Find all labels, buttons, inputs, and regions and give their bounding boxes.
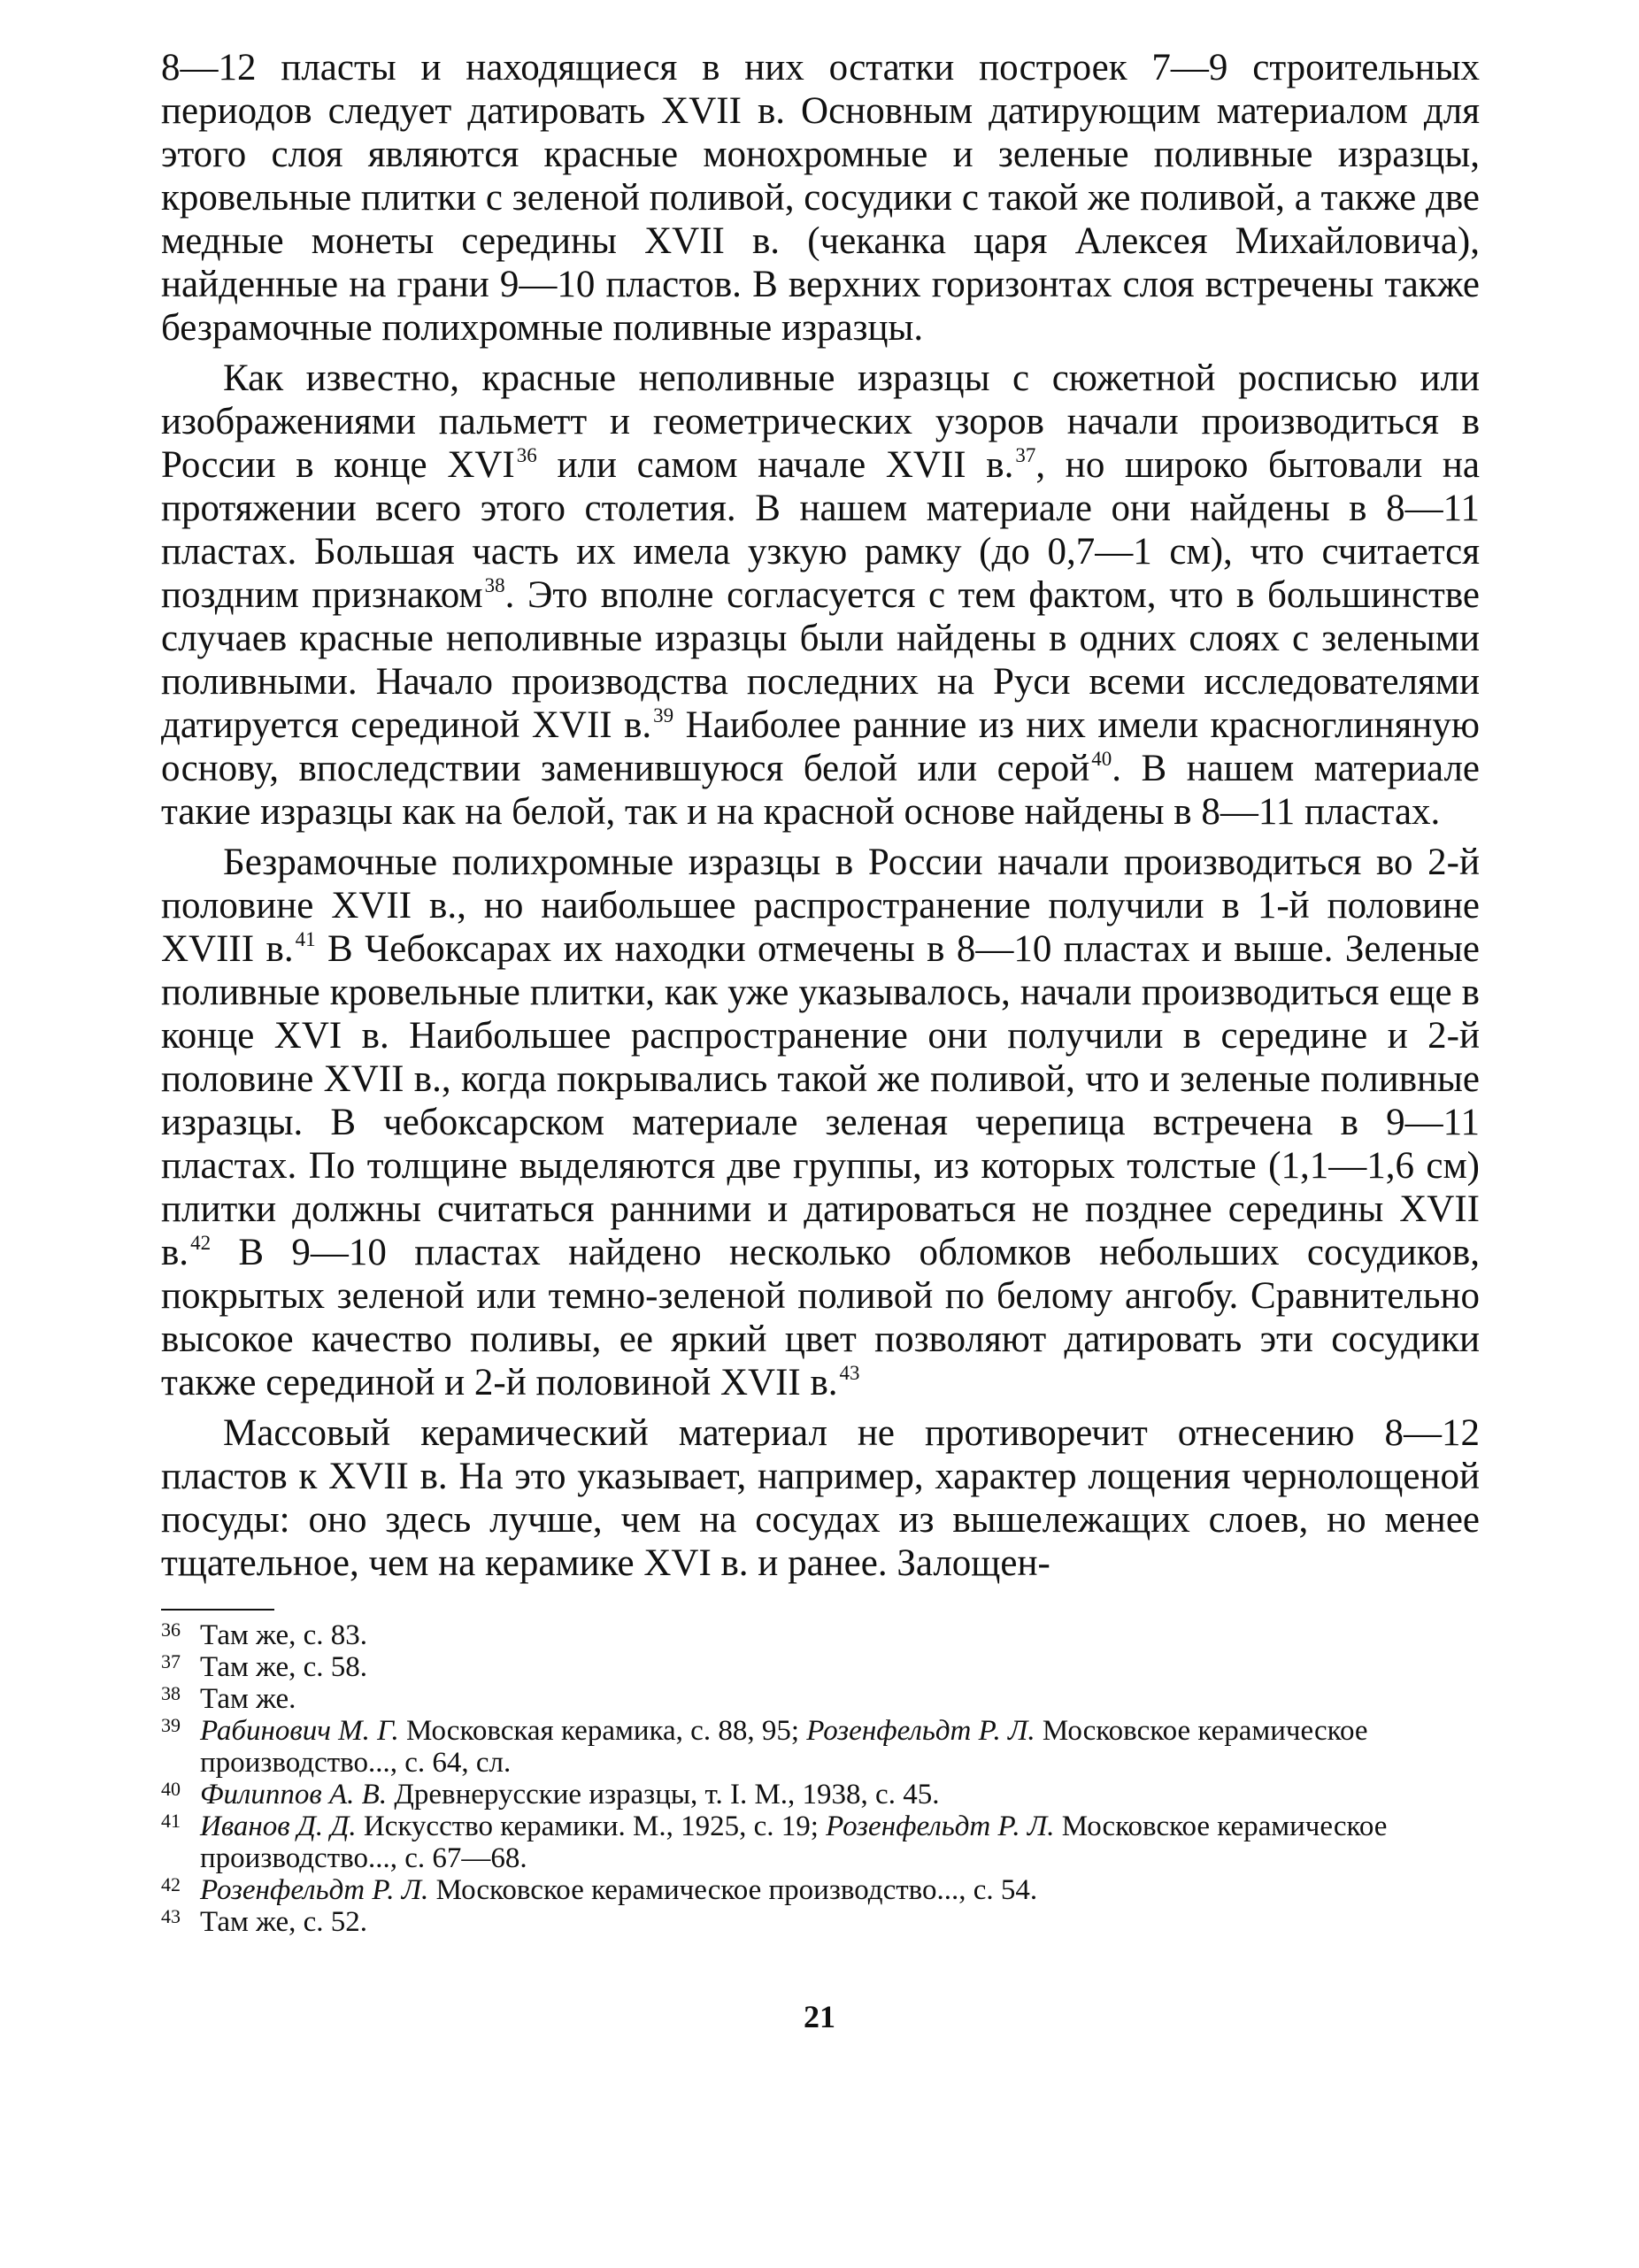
text-run: Там же, с. 83.: [200, 1619, 368, 1651]
text-run: В 9—10 пластах найдено несколько обломков небольших сосудиков, покрытых зеленой или темно-зеленой поливой по белому ангобу. Сравнительно высокое качество поливы, ее яркий цвет позволяют датировать эти сосудики также серединой и 2-й половиной XVII в.: [161, 1232, 1480, 1403]
text-run: или самом начале XVII в.: [536, 444, 1014, 486]
text-run: Древнерусские изразцы, т. I. М., 1938, с. 45.: [387, 1779, 940, 1811]
footnote: [161, 1779, 1480, 1811]
text-run: Московская керамика, с. 88, 95;: [398, 1715, 807, 1747]
paragraph: [161, 357, 1480, 834]
text-run: . В нашем материале такие изразцы как на белой, так и на красной основе найдены в 8—11 пластах.: [161, 748, 1480, 833]
text-run: Безрамочные полихромные изразцы в России начали производиться во 2-й половине XVII в., но наибольшее распространение получили в 1-й половине XVIII в.: [161, 842, 1480, 970]
text-run: Там же.: [200, 1683, 296, 1715]
text-run: Московское керамическое производство..., с. 64, сл.: [200, 1715, 1368, 1779]
text-run: Московское керамическое производство..., с. 67—68.: [200, 1811, 1388, 1874]
footnote-number: 42: [161, 1873, 181, 1895]
footnote-ref-38: 38: [484, 574, 505, 596]
footnote: [161, 1906, 1480, 1938]
text-run: Московское керамическое производство..., с. 54.: [428, 1874, 1038, 1906]
footnote-ref-39: 39: [653, 704, 674, 727]
text-run: , но широко бытовали на протяжении всего этого столетия. В нашем материале они найдены в 8—11 пластах. Большая часть их имела узкую рамку (до 0,7—1 см), что считается поздним признаком: [161, 444, 1481, 616]
footnote-number: 39: [161, 1714, 181, 1736]
author-name: Иванов Д. Д.: [200, 1811, 357, 1842]
text-run: Массовый керамический материал не противоречит отнесению 8—12 пластов к XVII в. На это указывает, например, характер лощения чернолощеной посуды: оно здесь лучше, чем на сосудах из вышележащих слоев, но менее тщательное, чем на керамике XVI в. и ранее. Залощен-: [161, 1412, 1480, 1584]
footnote-ref-43: 43: [839, 1362, 860, 1384]
author-name: Розенфельдт Р. Л.: [806, 1715, 1035, 1747]
footnote-separator: [161, 1609, 274, 1611]
page-number: 21: [804, 1999, 835, 2034]
text-run: 8—12 пласты и находящиеся в них остатки построек 7—9 строительных периодов следует датировать XVII в. Основным датирующим материалом для этого слоя являются красные монохромные и зеленые поливные изразцы, кровельные плитки с зеленой поливой, сосудики с такой же поливой, а также две медные монеты середины XVII в. (чеканка царя Алексея Михайловича), найденные на грани 9—10 пластов. В верхних горизонтах слоя встречены также безрамочные полихромные поливные изразцы.: [161, 47, 1480, 349]
paragraph: [161, 841, 1480, 1404]
footnote: [161, 1874, 1480, 1906]
author-name: Розенфельдт Р. Л.: [200, 1874, 429, 1906]
author-name: Розенфельдт Р. Л.: [826, 1811, 1055, 1842]
text-run: Наиболее ранние из них имели красноглиняную основу, впоследствии заменившуюся белой или серой: [161, 704, 1480, 789]
text-run: Искусство керамики. М., 1925, с. 19;: [356, 1811, 827, 1842]
footnote: [161, 1651, 1480, 1683]
footnote-ref-41: 41: [295, 928, 316, 950]
text-run: В Чебоксарах их находки отмечены в 8—10 пластах и выше. Зеленые поливные кровельные плитки, как уже указывалось, начали производиться еще в конце XVI в. Наибольшее распространение они получили в середине и 2-й половине XVII в., когда покрывались такой же поливой, что и зеленые поливные изразцы. В чебоксарском материале зеленая черепица встречена в 9—11 пластах. По толщине выделяются две группы, из которых толстые (1,1—1,6 см) плитки должны считаться ранними и датироваться не позднее середины XVII в.: [161, 928, 1480, 1273]
author-name: Рабинович М. Г.: [200, 1715, 399, 1747]
footnote: [161, 1683, 1480, 1715]
footnote-number: 36: [161, 1618, 181, 1641]
footnote-ref-40: 40: [1091, 748, 1112, 770]
footnote-number: 38: [161, 1682, 181, 1704]
footnote-ref-42: 42: [190, 1232, 212, 1254]
main-text: [161, 46, 1480, 1585]
footnote-ref-36: 36: [516, 444, 537, 466]
footnote-number: 41: [161, 1810, 181, 1832]
footnote-ref-37: 37: [1015, 444, 1036, 466]
paragraph: [161, 46, 1480, 350]
text-run: Там же, с. 52.: [200, 1906, 368, 1938]
text-run: Там же, с. 58.: [200, 1651, 368, 1683]
footnote-number: 40: [161, 1778, 181, 1800]
footnote: [161, 1715, 1480, 1779]
author-name: Филиппов А. В.: [200, 1779, 388, 1811]
footnotes: [161, 1619, 1480, 1938]
paragraph: [161, 1411, 1480, 1585]
text-run: Как известно, красные неполивные изразцы с сюжетной росписью или изображениями пальметт и геометрических узоров начали производиться в России в конце XVI: [161, 357, 1480, 486]
footnote: [161, 1811, 1480, 1874]
footnote-number: 37: [161, 1650, 181, 1672]
footnote: [161, 1619, 1480, 1651]
text-run: . Это вполне согласуется с тем фактом, что в большинстве случаев красные неполивные изразцы были найдены в одних слоях с зелеными поливными. Начало производства последних на Руси всеми исследователями датируется серединой XVII в.: [161, 574, 1480, 746]
footnote-number: 43: [161, 1905, 181, 1927]
